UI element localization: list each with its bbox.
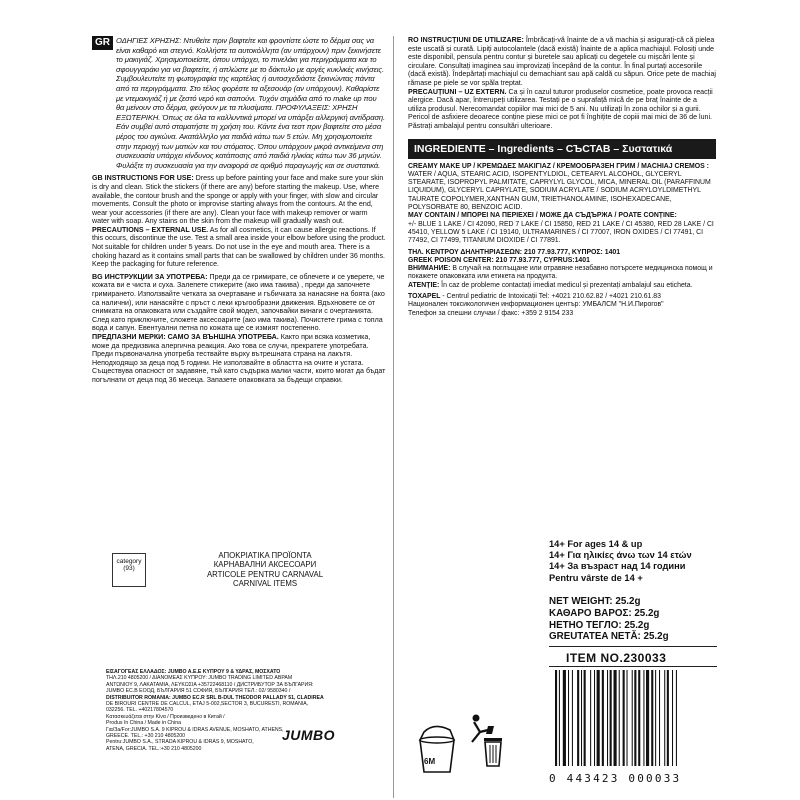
importer-line: ATENA, GRECIA. TEL.:+30 210 4805200 (106, 745, 202, 752)
bg-precautions (92, 333, 386, 385)
bg-toxicology-line1: Национален токсикологичен информационен център: УМБАЛСМ "Н.И.Пирогов" (408, 301, 664, 309)
right-column (408, 36, 716, 318)
gr-instructions-text: ΟΔΗΓΙΕΣ ΧΡΗΣΗΣ: Ντυθείτε πριν βαφτείτε και φροντίστε ώστε το δέρμα σας να είναι καθαρό και στεγνό. Κολλήστε τα αυτοκόλλητα (αν υπάρχουν) πριν ξεκινήσετε το μακιγιάζ. Χρησιμοποιείστε, όπου υπάρχει, το πινελάκι για περιγράμματα και το σφουγγαράκι για να βαφτείτε, ή απλώστε με το δάκτυλο με αργές κυκλικές κινήσεις. Συμβουλευτείτε τη φωτογραφία της καρτέλας ή αυτοσχεδιάστε ξεκινώντας πάντα από τα περιγράμματα. Στο τέλος φορέστε τα αξεσουάρ (αν υπάρχουν). Καθαρίστε με ντεμακιγιάζ ή με ζεστό νερό και σαπούνι. Τυχόν σημάδια από το make up που θα μείνουν στο δέρμα, φεύγουν με τα πλυσίματα. ΠΡΟΦΥΛΑΞΕΙΣ: ΧΡΗΣΗ ΕΞΩΤΕΡΙΚΗ. Όπως σε όλα τα καλλυντικά μπορεί να υπάρξει αλλεργική αντίδραση. Εάν συμβεί αυτό σταματήστε τη χρήση του. Κάντε ένα τεστ πριν βαφτείτε στο μέσα μέρος του αγκώνα. Ακατάλληλο για παιδιά κάτω των 5 ετών. Μη χρησιμοποιείτε στην περιοχή των ματιών και του στόματος. Όπου υπάρχουν μικρά αντικείμενα στη συσκευασία υπάρχει κίνδυνος κατάποσης από παιδιά ηλικίας κάτω των 36 μηνών. Φυλάξτε τη συσκευασία για την αναφορά σε αριθμό παραγωγής και σε συστατικά. (116, 36, 386, 170)
ro-precautions-text: Ca și în cazul tuturor produselor cosmetice, poate provoca reacții alergice. Dacă apar, întrerupeți utilizarea. Testați pe o suprafață mică de pe braț înainte de a utiliza produsul. Nerecomandat copiilor mai mici de 5 ani. Nu utilizați în zona ochilor și a gurii. Pericol de asfixiere deoarece conține piese mici ce pot fi înghițite de copiii mai mici de 36 de luni. Păstrați ambalajul pentru consultări ulterioare. (408, 87, 713, 130)
weight-line-ro: GREUTATEA NETĂ: 25.2g (549, 631, 669, 643)
barcode-digits: 0 443423 000033 (549, 772, 682, 785)
age-warning-block (549, 539, 692, 584)
bg-instructions-text: Преди да се гримирате, се облечете и се уверете, че кожата ви е чиста и суха. Залепете стикерите (ако има такива) , преди да започнете гримирането. Използвайте четката за очертаване и гъбичката за нанасяне на боята (ако са налични), или нанасяйте с пръст с леки кръгообразни движения. Вдъхновете се от снимката на опаковката или създайте свой модел, започвайки винаги с очертанията. След като приключите, сложете аксесоарите (ако има такива). Почистете грима с топла вода и сапун. Евентуални петна по кожата ще се измият постепенно. (92, 272, 385, 333)
gb-instructions-text: Dress up before painting your face and make sure your skin is dry and clean. Stick the stickers (if there are any) before starting the makeup. Use, where available, the contour brush and the sponge or apply with your finger, with slow and circular movements. Consult the photo or improvise starting always from the contours. At the end, wear your accessories (if there are any). Clean your face with makeup remover or warm water with soap. Any stains on the skin from the makeup will gradually wash out. (92, 174, 384, 226)
may-contain-list: +/- BLUE 1 LAKE / CI 42090, RED 7 LAKE / CI 15850, RED 21 LAKE / CI 45380, RED 28 LAKE / CI 45410, YELLOW 5 LAKE / CI 19140, ULTRAMARINES / CI 77007, IRON OXIDES / CI 77491, CI 77492, CI 77499, TITANIUM DIOXIDE / CI 77891. (408, 220, 714, 245)
may-contain-heading: MAY CONTAIN / ΜΠΟΡΕΙ ΝΑ ΠΕΡΙΕΧΕΙ / МОЖЕ ДА СЪДЪРЖА / POATE CONȚINE: (408, 212, 677, 220)
importer-line: ΕΙΣΑΓΟΓΕΑΣ ΕΛΛΑΔΟΣ: JUMBO A.E.E ΚΥΠΡΟΥ 9 & ΥΔΡΑΣ, ΜΟΣΧΑΤΟ (106, 669, 281, 675)
age-line-gr: 14+ Για ηλικίες άνω των 14 ετών (549, 550, 692, 561)
toxapel-block (408, 293, 716, 301)
carnival-line-en: CARNIVAL ITEMS (232, 579, 298, 589)
bg-precautions-text: Както при всяка козметика, може да предизвика алергична реакция. Ако това се случи, прекратете употребата. Преди първоначална употреба тествайте върху вътрешната страна на лакътя. Неподходящо за деца под 5 години. Не използвайте в областта на очите и устата. Съществува опасност от задавяне, тъй като съдържа малки части, които могат да бъдат погълнати от деца под 36 месеца. Запазете опаковката за бъдещи справки. (92, 333, 386, 384)
category-label: category (116, 558, 142, 565)
left-column (92, 36, 386, 385)
gb-section (92, 174, 386, 226)
importer-line: 032256. TEL. +40217804570 (106, 707, 174, 714)
carnival-items-title (170, 551, 360, 589)
ingredients-block (408, 163, 716, 318)
gb-precautions (92, 226, 386, 269)
atentie-heading: ATENȚIE: (408, 281, 440, 289)
ro-precautions (408, 88, 716, 131)
weight-line-gr: ΚΑΘΑΡΟ ΒΑΡΟΣ: 25.2g (549, 607, 660, 619)
age-line-ro: Pentru vârste de 14 + (549, 572, 643, 583)
gb-precautions-heading: PRECAUTIONS – EXTERNAL USE. (92, 225, 209, 234)
column-divider (393, 36, 394, 798)
ingredients-heading: CREAMY MAKE UP / ΚΡΕΜΩΔΕΣ ΜΑΚΙΓΙΑΖ / КРЕМООБРАЗЕН ГРИМ / MACHIAJ CREMOS : (408, 162, 709, 170)
net-weight-block (549, 596, 669, 643)
pao-label: 6M (424, 757, 436, 766)
ro-precautions-heading: PRECAUȚIUNI – UZ EXTERN. (408, 87, 507, 96)
carnival-line-gr: ΑΠΟΚΡΙΑΤΙΚΑ ΠΡΟΪΟΝΤΑ (218, 551, 312, 560)
category-box (112, 553, 146, 587)
importer-line: ΑΝΤΩΝΙΟΥ 9, ΛΑΚΑΤΑΜΙΑ, ΛΕΥΚΩΣΙΑ +35722468110 / ДИСТРИБУТОР ЗА БЪЛГАРИЯ: (106, 681, 314, 688)
barcode-icon (549, 670, 717, 770)
poison-center-gr: ΤΗΛ. ΚΕΝΤΡΟΥ ΔΗΛΗΤΗΡΙΑΣΕΩΝ: 210 77.93.777, ΚΥΠΡΟΣ: 1401 (408, 248, 621, 256)
vnimanie-heading: ВНИМАНИЕ: (408, 265, 451, 273)
ro-section (408, 36, 716, 88)
atentie-text: În caz de probleme contactați imediat medicul și prezentați ambalajul sau eticheta. (439, 281, 693, 289)
item-divider-bottom (549, 666, 717, 667)
importer-line: JUMBO EC.B ЕООД, БЪЛГАРИЯ 51 СОФИЯ, БЪЛГАРИЯ ТЕЛ.: 02/ 9580340 / (106, 688, 291, 695)
carnival-line-bg: КАРНАВАЛНИ АКСЕСОАРИ (213, 560, 317, 570)
importer-line: Για/За/For:JUMBO S.A. 9 KIPROU & IDRAS AVENUE, MOSHATO, ATHENS, (106, 726, 284, 733)
ro-instructions-text: Îmbrăcați-vă înainte de a vă machia și asigurați-că că pielea este uscată și curată. Lipiți autocolantele (dacă există) înainte de a aplica machiajul. Folosiți unde este disponibil, pensula pentru contur și buretele sau aplicați cu degetele cu mișcări lente și circulare. Consultați imaginea sau improvizați începând de la contur. În final purtați accesoriile (dacă există). Îndepărtați machiajul cu demachiant sau apă caldă cu săpun. Orice pete de machiaj rămase pe piele se vor spăla treptat. (408, 36, 716, 87)
gb-precautions-text: As for all cosmetics, it can cause allergic reactions. If this occurs, discontinue the use. Test a small area inside your elbow before using the product. Not suitable for children under 5 years. Do not use in the eye and mouth area. There is a choking hazard as it contains small parts that can be swallowed by children under 36 months. Keep the packaging for future reference. (92, 225, 386, 269)
carnival-line-ro: ARTICOLE PENTRU CARNAVAL (206, 569, 324, 579)
importer-line: DISTRIBUITOR ROMANIA: JUMBO EC.R SRL B-DUL THEODOR PALLADY 51, CLADIREA (106, 694, 324, 701)
gb-heading: GB INSTRUCTIONS FOR USE: (92, 174, 194, 183)
gr-language-badge: GR (92, 36, 113, 50)
toxapel-text: - Centrul pediatric de Intoxicații Tel: +4021 210.62.82 / +4021 210.61.83 (440, 292, 661, 300)
item-number: ITEM NO.230033 (566, 651, 667, 665)
atentie-block (408, 282, 716, 290)
bg-precautions-heading: ПРЕДПАЗНИ МЕРКИ: САМО ЗА ВЪНШНА УПОТРЕБА. (92, 333, 279, 341)
item-divider-top (549, 646, 717, 647)
bg-heading: BG ИНСТРУКЦИИ ЗА УПОТРЕБА: (92, 272, 208, 281)
poison-center-en: GREEK POISON CENTER: 210 77.93.777, CYPRUS:1401 (408, 256, 590, 264)
importer-line: DE BIROURI CENTRE DE CALCUL, ETAJ 5-002,SECTOR 3, BUCURESTI, ROMANIA, (106, 701, 309, 708)
importer-line: Pentru:JUMBO S.A., STRADA KIPROU & IDRAS 9, MOSHATO, (106, 739, 254, 746)
gr-section (92, 36, 386, 170)
importer-line: Κατασκευάζεται στην Κίνα / Произведено в Китай / (106, 713, 225, 720)
ingredients-list: WATER / AQUA, STEARIC ACID, ISOPENTYLDIOL, CETEARYL ALCOHOL, GLYCERYL STEARATE, ISOPROPYL PALMITATE, CAPRYLYL GLYCOL, MICA, MINERAL OIL (PARAFFINUM LIQUIDUM), GLYCERYL CAPRYLATE, SODIUM ACRYLATE / SODIUM ACRYLOYLDIMETHYL TAURATE COPOLYMER,XANTHAN GUM, TRIETHANOLAMINE, ISOHEXADECANE, POLYSORBATE 80, BENZOIC ACID. (408, 170, 711, 212)
age-line-en: 14+ For ages 14 & up (549, 539, 643, 549)
toxapel-heading: TOXAPEL (408, 292, 441, 300)
ro-heading: RO INSTRUCȚIUNI DE UTILIZARE: (408, 36, 524, 44)
importer-line: GREECE. TEL.: +30 210 4805200 (106, 733, 186, 740)
age-line-bg: 14+ За възраст над 14 години (549, 561, 686, 572)
weight-line-bg: НЕТНО ТЕГЛО: 25.2g (549, 619, 650, 631)
importer-line: ΤΗΛ.210 4805200 / ΔΙΑΝΟΜΕΑΣ ΚΥΠΡΟΥ: JUMBO TRADING LIMITED ΑΒΡΑΜ (106, 675, 293, 682)
symbols-area (414, 710, 514, 790)
category-value: (93) (123, 565, 135, 572)
ingredients-header-bar: INGREDIENTE – Ingredients – СЪСТАВ – Συστατικά (408, 139, 716, 159)
jumbo-logo: JUMBO (282, 727, 336, 743)
vnimanie-block (408, 265, 716, 282)
weight-line-en: NET WEIGHT: 25.2g (549, 596, 641, 607)
bg-section (92, 273, 386, 333)
vnimanie-text: В случай на поглъщане или отравяне незабавно потърсете медицинска помощ и покажете опаковката или етикета на продукта. (408, 265, 713, 281)
bg-toxicology-line2: Телефон за спешни случаи / факс: +359 2 9154 233 (408, 309, 574, 317)
recycle-bin-icon (466, 712, 506, 776)
importer-line: Produs în China / Made in China (106, 720, 181, 727)
